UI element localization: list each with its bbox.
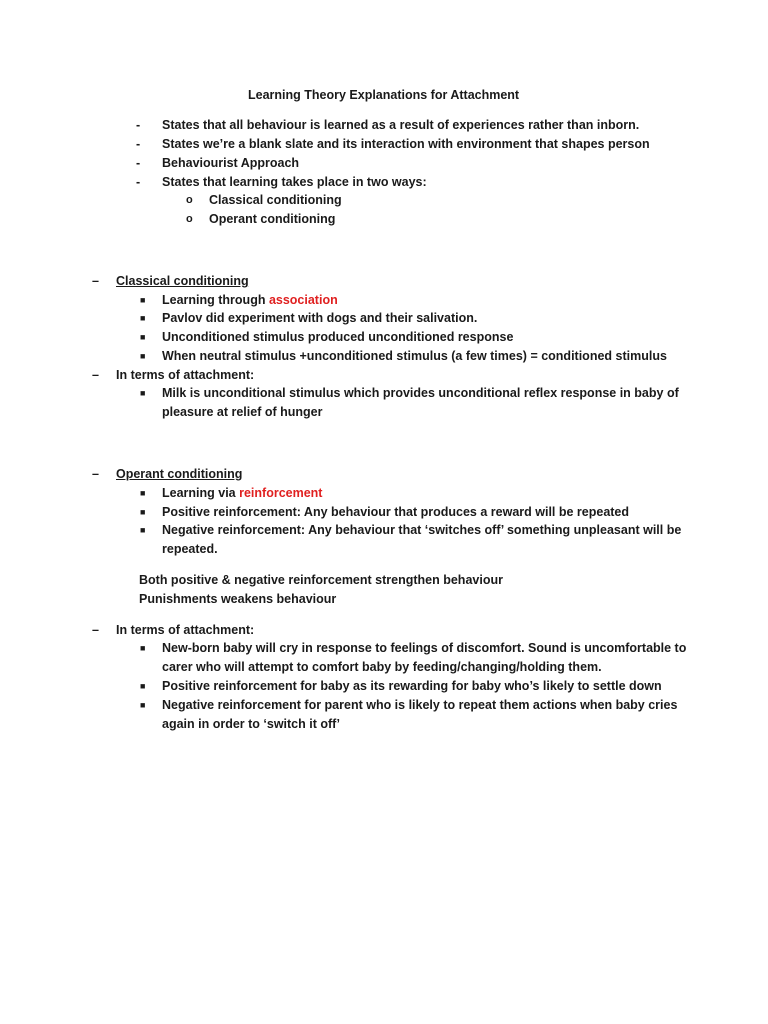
classical-point-3-text: Unconditioned stimulus produced unconditioned response — [162, 330, 514, 344]
classical-point-4 — [140, 347, 667, 366]
operant-point-3-line-1: Negative reinforcement: Any behaviour that ‘switches off’ something unpleasant will be — [162, 523, 682, 537]
attachment-2-point-2 — [140, 677, 662, 696]
endash-bullet-marker: – — [92, 368, 99, 382]
operant-point-3 — [140, 521, 682, 540]
attachment-2-point-1-line-1: New-born baby will cry in response to feelings of discomfort. Sound is uncomfortable to — [162, 641, 687, 655]
square-bullet-marker: ■ — [140, 525, 146, 535]
dash-bullet-marker: - — [136, 175, 141, 189]
operant-point-2 — [140, 503, 630, 522]
square-bullet-marker: ■ — [140, 351, 146, 361]
endash-bullet-marker: – — [92, 623, 99, 637]
attachment-1-point-1-line-2: pleasure at relief of hunger — [162, 405, 323, 419]
classical-heading — [92, 272, 249, 291]
circle-bullet-marker: o — [186, 213, 193, 225]
square-bullet-marker: ■ — [140, 681, 146, 691]
attachment-heading-1-text: In terms of attachment: — [116, 368, 255, 382]
intro-bullet-1-text: States that all behaviour is learned as a result of experiences rather than inborn. — [162, 118, 640, 132]
highlight-reinforcement: reinforcement — [239, 486, 323, 500]
attachment-heading-1 — [92, 366, 255, 385]
attachment-1-point-1-line-1: Milk is unconditional stimulus which provides unconditional reflex response in baby of — [162, 386, 679, 400]
operant-point-3-line-2: repeated. — [162, 542, 218, 556]
operant-note-1: Both positive & negative reinforcement strengthen behaviour — [139, 573, 503, 587]
classical-point-3 — [140, 328, 514, 347]
attachment-2-point-1-line-2: carer who will attempt to comfort baby by feeding/changing/holding them. — [162, 660, 602, 674]
highlight-association: association — [268, 293, 338, 307]
classical-point-2-text: Pavlov did experiment with dogs and their salivation. — [162, 311, 478, 325]
attachment-2-point-3-line-1: Negative reinforcement for parent who is likely to repeat them actions when baby cries — [162, 698, 678, 712]
attachment-1-point-1 — [140, 384, 679, 403]
intro-bullet-1 — [136, 116, 640, 135]
document-title: Learning Theory Explanations for Attachment — [248, 88, 520, 102]
classical-point-1 — [140, 291, 338, 310]
endash-bullet-marker: – — [92, 467, 99, 481]
dash-bullet-marker: - — [136, 137, 141, 151]
classical-point-2 — [140, 309, 478, 328]
intro-bullet-4 — [136, 173, 427, 192]
square-bullet-marker: ■ — [140, 488, 146, 498]
operant-point-1-text: Learning via — [162, 486, 240, 500]
square-bullet-marker: ■ — [140, 700, 146, 710]
operant-note-2: Punishments weakens behaviour — [139, 592, 337, 606]
intro-bullet-3-text: Behaviourist Approach — [162, 156, 300, 170]
attachment-2-point-1 — [140, 639, 687, 658]
intro-bullet-2 — [136, 135, 650, 154]
intro-sub-bullet-1 — [186, 191, 342, 210]
intro-sub-bullet-2 — [186, 210, 336, 229]
attachment-2-point-3 — [140, 696, 678, 715]
endash-bullet-marker: – — [92, 274, 99, 288]
operant-point-2-text: Positive reinforcement: Any behaviour that produces a reward will be repeated — [162, 505, 630, 519]
square-bullet-marker: ■ — [140, 643, 146, 653]
operant-heading — [92, 465, 243, 484]
dash-bullet-marker: - — [136, 156, 141, 170]
square-bullet-marker: ■ — [140, 313, 146, 323]
classical-point-1-text: Learning through — [162, 293, 269, 307]
intro-bullet-3 — [136, 154, 300, 173]
square-bullet-marker: ■ — [140, 332, 146, 342]
attachment-2-point-3-line-2: again in order to ‘switch it off’ — [162, 717, 341, 731]
classical-point-4-text: When neutral stimulus +unconditioned stimulus (a few times) = conditioned stimulus — [162, 349, 667, 363]
intro-sub-bullet-2-text: Operant conditioning — [209, 212, 336, 226]
operant-point-1 — [140, 484, 323, 503]
square-bullet-marker: ■ — [140, 388, 146, 398]
circle-bullet-marker: o — [186, 194, 193, 206]
classical-heading-text: Classical conditioning — [116, 274, 249, 288]
attachment-heading-2-text: In terms of attachment: — [116, 623, 255, 637]
intro-sub-bullet-1-text: Classical conditioning — [209, 193, 342, 207]
operant-heading-text: Operant conditioning — [116, 467, 243, 481]
intro-bullet-4-text: States that learning takes place in two ways: — [162, 175, 427, 189]
dash-bullet-marker: - — [136, 118, 141, 132]
square-bullet-marker: ■ — [140, 507, 146, 517]
intro-bullet-2-text: States we’re a blank slate and its interaction with environment that shapes person — [162, 137, 650, 151]
square-bullet-marker: ■ — [140, 295, 146, 305]
attachment-heading-2 — [92, 621, 255, 640]
attachment-2-point-2-text: Positive reinforcement for baby as its rewarding for baby who’s likely to settle down — [162, 679, 662, 693]
